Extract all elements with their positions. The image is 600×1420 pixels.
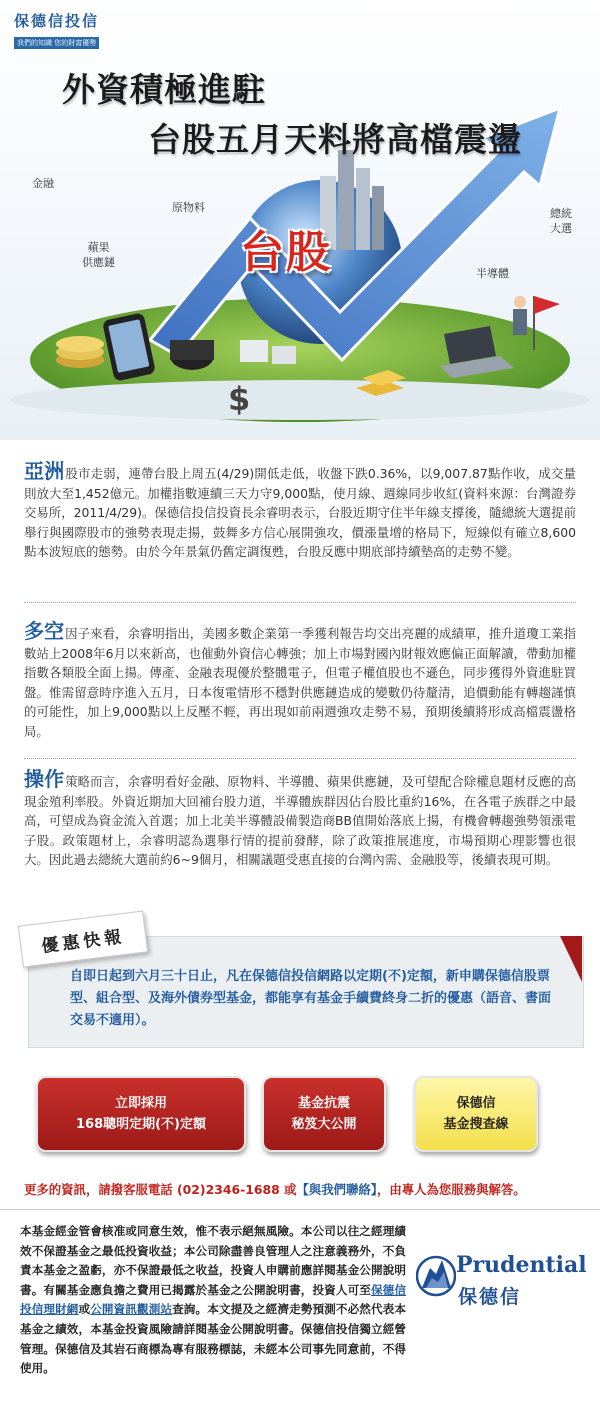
logo-slogan: 我們的知識 您的財富優勢 bbox=[14, 37, 99, 49]
divider bbox=[24, 602, 576, 603]
button-line1: 基金抗震 bbox=[297, 1096, 350, 1111]
disclaimer-part2: 查詢。本文提及之經濟走勢預測不必然代表本基金之績效，本基金投資風險請詳閱基金公開說明書。保德信投信獨立經營管理。保德信及其岩石商標為專有服務標誌，未經本公司事先同意前，不得使用。 bbox=[20, 1302, 406, 1376]
promo-tag: 優惠快報 bbox=[18, 910, 148, 967]
contact-phone[interactable]: (02)2346-1688 bbox=[177, 1182, 280, 1197]
label-election-line2: 大選 bbox=[550, 222, 572, 235]
paragraph-lead: 多空 bbox=[24, 619, 65, 643]
contact-or: 或 bbox=[284, 1182, 297, 1197]
paragraph-text: 股市走弱，連帶台股上周五(4/29)開低走低，收盤下跌0.36%，以9,007.87點作收，成交量則放大至1,452億元。加權指數連續三天力守9,000點，使月線、週線同步收紅(資料來源：台灣證券交易所，2011/4/29)。保德信投信投資長余睿明表示，台股近期守住半年線支撐後，隨總統大選提前舉行與國際股市的強勢表現走揚，鼓舞多方信心展開強攻，價漲量增的格局下，短線似有確立8,600點本波短底的態勢。由於今年景氣仍舊定調復甦，台股反應中期底部持續墊高的走勢不變。 bbox=[24, 466, 577, 560]
headline-line2: 台股五月天料將高檔震盪 bbox=[148, 120, 522, 159]
smart-regular-investment-button[interactable] bbox=[36, 1076, 246, 1152]
paragraph-text: 策略而言，余睿明看好金融、原物料、半導體、蘋果供應鏈，及可望配合除權息題材反應的高現金殖利率股。外資近期加大回補台股力道，半導體族群因佔台股比重約16%，在各電子族群之中最高，可望成為資金流入首選；加上北美半導體設備製造商BB值開始落底上揚，有機會轉趨強勢領漲電子股。政策題材上，余睿明認為選舉行情的提前發酵，除了政策推展進度，市場預期心理影響也很大。因此過去總統大選前約6~9個月，相關議題受惠直接的台灣內需、金融股等，後續表現可期。 bbox=[24, 774, 577, 868]
button-line1: 保德信 bbox=[456, 1096, 496, 1111]
label-election-line1: 總統 bbox=[550, 207, 572, 220]
headline-line1: 外資積極進駐 bbox=[62, 70, 266, 109]
prudential-website-link[interactable]: 保德信投信理財網 bbox=[20, 1282, 406, 1317]
paragraph-lead: 操作 bbox=[24, 767, 65, 791]
prudential-name: Prudential bbox=[456, 1252, 587, 1278]
label-raw-materials: 原物料 bbox=[172, 201, 205, 214]
mops-link[interactable]: 公開資訊觀測站 bbox=[90, 1302, 173, 1317]
button-line2: 168聰明定期(不)定額 bbox=[75, 1117, 207, 1132]
label-apple-supply-chain bbox=[82, 240, 115, 270]
footer-divider bbox=[0, 1209, 600, 1210]
promo-text: 自即日起到六月三十日止，凡在保德信投信網路以定期(不)定額，新申購保德信股票型、組合型、及海外債券型基金，都能享有基金手續費終身二折的優惠（語音、書面交易不適用）。 bbox=[70, 969, 552, 1028]
businessman-icon bbox=[514, 296, 526, 308]
paragraph-text: 因子來看，余睿明指出，美國多數企業第一季獲利報告均交出亮麗的成績單，推升道瓊工業指數站上2008年6月以來新高，也催動外資信心轉強；加上市場對國內財報效應偏正面解讀，帶動加權指數各類股全面上揚。傳產、金融表現優於整體電子，但電子權值股也不遜色，同步獲得外資進駐買盤。惟需留意時序進入五月，日本復電情形不穩對供應鏈造成的變數仍待釐清，追價動能有轉趨謹慎的可能性，加上9,000點以上反壓不輕，再出現如前兩週強攻走勢不易，預期後續將形成高檔震盪格局。 bbox=[24, 626, 577, 739]
flag-icon bbox=[534, 296, 560, 314]
contact-us-link[interactable]: 【與我們聯絡】 bbox=[296, 1182, 377, 1197]
logo[interactable] bbox=[14, 12, 99, 49]
hero-banner bbox=[0, 0, 600, 440]
prudential-logo[interactable] bbox=[416, 1248, 587, 1308]
paragraph-asia bbox=[24, 459, 577, 562]
promo-corner-ribbon bbox=[560, 936, 584, 984]
disclaimer-or: 或 bbox=[78, 1302, 91, 1317]
prudential-chinese-name: 保德信 bbox=[458, 1286, 522, 1308]
label-apple-line2: 供應鏈 bbox=[82, 256, 115, 269]
label-apple-line1: 蘋果 bbox=[87, 241, 110, 254]
button-line2: 基金搜查線 bbox=[443, 1117, 509, 1132]
rock-icon bbox=[416, 1248, 456, 1304]
divider bbox=[24, 758, 576, 759]
paragraph-strategy bbox=[24, 767, 577, 870]
label-election bbox=[550, 206, 572, 236]
svg-text:$: $ bbox=[228, 380, 251, 418]
taiwan-stock-label: 台股 bbox=[240, 227, 332, 278]
label-semiconductor: 半導體 bbox=[476, 267, 509, 280]
button-line1: 立即採用 bbox=[114, 1096, 167, 1111]
logo-name: 保德信投信 bbox=[14, 12, 100, 30]
paragraph-bull-bear bbox=[24, 619, 577, 742]
disclaimer-part1: 本基金經金管會核准或同意生效，惟不表示絕無風險。本公司以往之經理績效不保證基金之最低投資收益；本公司除盡善良管理人之注意義務外，不負責本基金之盈虧，亦不保證最低之收益，投資人申購前應詳閱基金公開說明書。有關基金應負擔之費用已揭露於基金之公開說明書，投資人可至 bbox=[20, 1224, 406, 1297]
button-line2: 秘笈大公開 bbox=[291, 1117, 357, 1132]
paragraph-lead: 亞洲 bbox=[24, 459, 65, 483]
contact-suffix: ，由專人為您服務與解答。 bbox=[376, 1182, 526, 1197]
fund-shockproof-guide-button[interactable] bbox=[262, 1076, 386, 1152]
label-finance: 金融 bbox=[32, 177, 54, 190]
fund-search-button[interactable] bbox=[414, 1076, 538, 1152]
disclaimer bbox=[20, 1222, 406, 1379]
contact-prefix: 更多的資訊，請撥客服電話 bbox=[24, 1182, 173, 1197]
contact-line bbox=[24, 1180, 526, 1198]
